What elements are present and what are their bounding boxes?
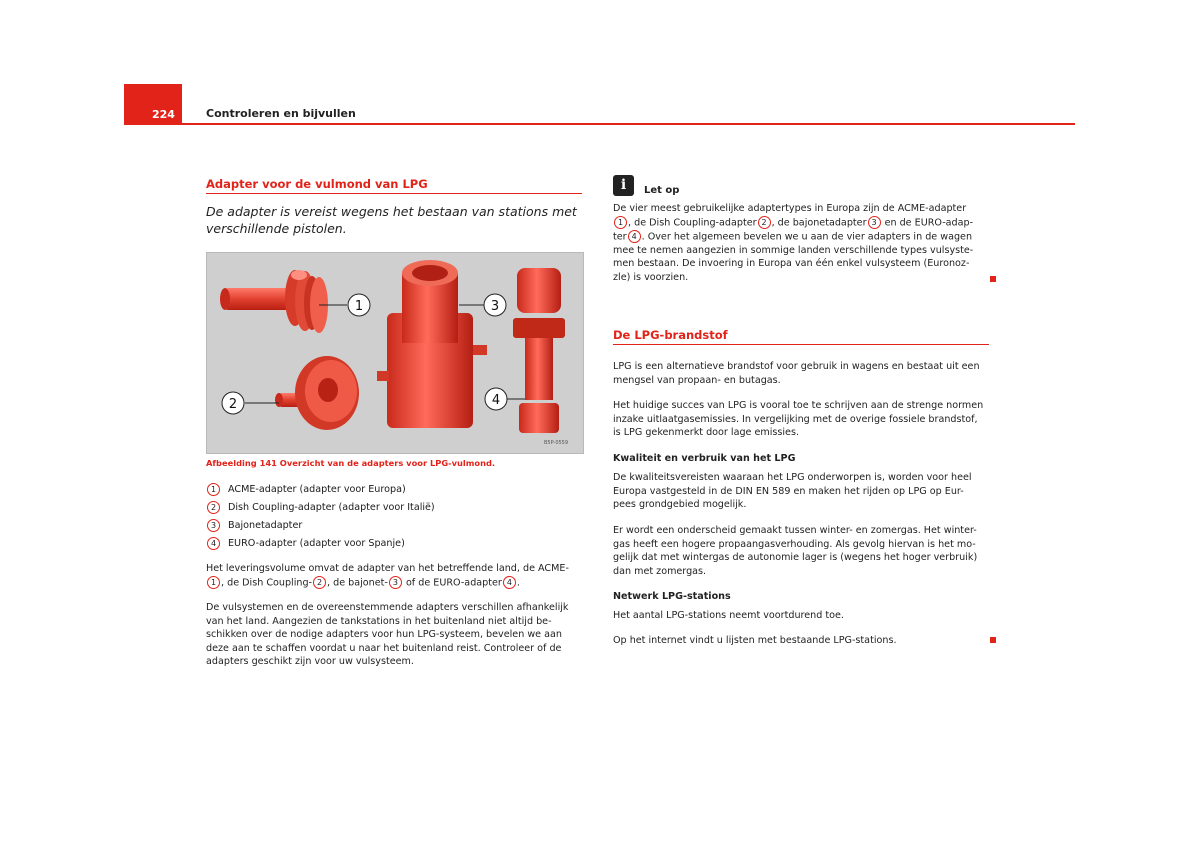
delivery-paragraph [206,562,582,590]
text-run: ter [613,231,627,243]
num-badge: 2 [758,216,771,229]
text-line: De vier meest gebruikelijke adaptertypes in Europa zijn de ACME-adapter [613,203,967,214]
text-line: van het land. Aangezien de tankstations in het buitenland niet altijd be- [206,615,552,627]
figure-caption: Afbeelding 141 Overzicht van de adapters voor LPG-vulmond. [206,458,496,468]
subheading-netwerk: Netwerk LPG-stations [613,591,731,602]
note-text [613,202,989,285]
lpg-paragraph-5: Het aantal LPG-stations neemt voortdurend toe. [613,610,844,621]
adapter-figure [206,252,584,454]
text-line: inzake uitlaatgasemissies. In vergelijking met de overige fossiele brandstof, [613,413,978,425]
text-line: mee te nemen aangezien in sommige landen verschillende types vulsyste- [613,244,974,256]
num-badge: 1 [614,216,627,229]
text-line: schikken over de nodige adapters voor hun LPG-systeem, bevelen we aan [206,629,562,641]
heading-rule-left [206,193,582,194]
page-number: 224 [152,108,175,121]
figure-callout-3 [484,294,506,316]
num-badge: 1 [207,483,220,496]
text-line: gas heeft een hogere propaangasverhouding. Als gevolg hiervan is het mo- [613,538,976,550]
euro-adapter-drawing [513,268,565,433]
heading-rule-right [613,344,989,345]
text-line: deze aan te schaffen voordat u naar het buitenland reist. Controleer of de [206,642,562,654]
text-line: De kwaliteitsvereisten waaraan het LPG onderworpen is, worden voor heel [613,472,972,483]
svg-text:1: 1 [354,299,364,314]
section-title: Controleren en bijvullen [206,107,356,120]
text-run: en de EURO-adap- [881,217,974,229]
figure-callout-1 [348,294,370,316]
lpg-paragraph-2 [613,399,989,440]
text-run: Het leveringsvolume omvat de adapter van het betreffende land, de ACME- [206,563,569,574]
text-line: Europa vastgesteld in de DIN EN 589 en maken het rijden op LPG op Eur- [613,485,964,497]
intro-text: De adapter is vereist wegens het bestaan van stations met verschillende pistolen. [206,204,577,236]
figure-callout-4 [485,388,507,410]
lpg-paragraph-4 [613,524,989,578]
num-badge: 2 [207,501,220,514]
text-line: LPG is een alternatieve brandstof voor gebruik in wagens en bestaat uit een [613,361,980,372]
figure-code: B5P-0559 [544,440,569,446]
num-badge: 4 [628,230,641,243]
list-item [206,499,435,517]
text-line: pees grondgebied mogelijk. [613,499,747,511]
text-run: . Over het algemeen bevelen we u aan de vier adapters in de wagen [641,231,973,243]
text-run: , de Dish Coupling- [221,577,313,589]
subheading-kwaliteit: Kwaliteit en verbruik van het LPG [613,453,796,464]
text-line: men bestaan. De invoering in Europa van één enkel vulsysteem (Euronoz- [613,258,970,270]
end-marker [990,276,996,282]
num-badge: 1 [207,576,220,589]
adapters-illustration [207,253,583,453]
dish-coupling-adapter-drawing [275,356,359,430]
header-rule [124,123,1075,125]
svg-text:3: 3 [490,299,500,314]
text-run: . [516,577,520,589]
text-line: Er wordt een onderscheid gemaakt tussen winter- en zomergas. Het winter- [613,525,977,536]
heading-lpg-brandstof: De LPG-brandstof [613,328,728,342]
num-badge: 3 [389,576,402,589]
heading-adapter: Adapter voor de vulmond van LPG [206,177,428,191]
list-item [206,517,435,535]
num-badge: 3 [868,216,881,229]
note-title: Let op [644,185,680,196]
text-line: Het huidige succes van LPG is vooral toe te schrijven aan de strenge normen [613,400,984,411]
list-item [206,481,435,499]
text-run: , de Dish Coupling-adapter [628,217,757,229]
lpg-paragraph-1 [613,360,989,387]
lpg-paragraph-6: Op het internet vindt u lijsten met bestaande LPG-stations. [613,635,897,646]
list-item-text: Bajonetadapter [228,520,303,531]
num-badge: 3 [207,519,220,532]
bajonet-adapter-drawing [377,260,487,428]
text-line: gelijk dat met wintergas de autonomie lager is (wegens het hoger verbruik) [613,552,978,564]
text-run: , de bajonet- [327,577,388,589]
info-icon: i [613,175,634,196]
list-item-text: Dish Coupling-adapter (adapter voor Italië) [228,502,435,513]
acme-adapter-drawing [220,270,328,333]
svg-text:4: 4 [491,393,501,408]
text-line: zle) is voorzien. [613,271,689,283]
figure-callout-2 [222,392,244,414]
text-line: dan met zomergas. [613,565,707,577]
num-badge: 4 [503,576,516,589]
svg-text:2: 2 [228,397,238,412]
text-run: , de bajonetadapter [771,217,867,229]
list-item-text: EURO-adapter (adapter voor Spanje) [228,538,405,549]
end-marker [990,637,996,643]
lpg-paragraph-3 [613,471,989,512]
list-item-text: ACME-adapter (adapter voor Europa) [228,484,406,495]
text-line: De vulsystemen en de overeenstemmende adapters verschillen afhankelijk [206,602,569,613]
adapter-list [206,481,435,553]
vulsystemen-paragraph [206,601,582,669]
text-line: adapters geschikt zijn voor uw vulsysteem. [206,656,414,668]
text-line: mengsel van propaan- en butagas. [613,374,781,386]
text-line: is LPG gekenmerkt door lage emissies. [613,427,800,439]
list-item [206,535,435,553]
num-badge: 2 [313,576,326,589]
text-run: of de EURO-adapter [402,577,502,589]
num-badge: 4 [207,537,220,550]
